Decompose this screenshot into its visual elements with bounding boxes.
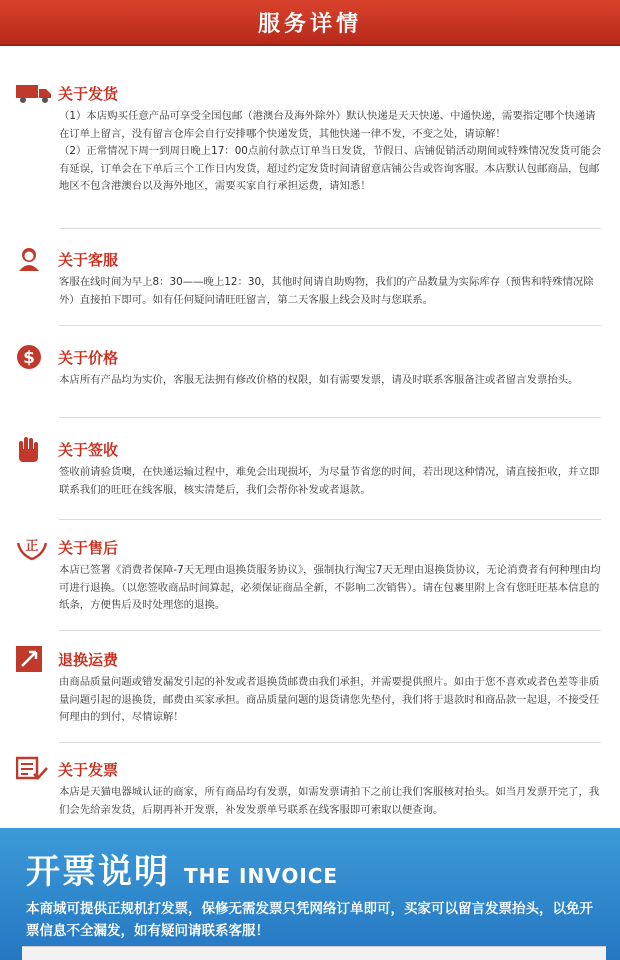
customer-service-icon	[16, 246, 52, 272]
divider	[59, 630, 601, 631]
section-invoice	[16, 756, 606, 819]
invoice-banner	[0, 828, 620, 960]
svg-text:正: 正	[25, 539, 39, 554]
section-paragraph: 本店是天猫电器城认证的商家，所有商品均有发票，如需发票请拍下之前让我们客服核对抬头。如当月发票开完了，我们会先给亲发货，后期再补开发票，补发发票单号联系在线客服即可索取以便查询。	[59, 786, 600, 816]
svg-text:$: $	[23, 348, 35, 368]
section-title: 关于客服	[58, 250, 119, 269]
section-title: 关于价格	[58, 348, 119, 367]
section-paragraph: 本店所有产品均为实价，客服无法拥有修改价格的权限，如有需要发票，请及时联系客服备注或者留言发票抬头。	[59, 374, 579, 386]
section-title: 关于发票	[58, 760, 119, 779]
guarantee-icon	[16, 534, 52, 560]
invoice-title-en: THE INVOICE	[184, 864, 339, 888]
divider	[59, 742, 601, 743]
invoice-check-icon	[16, 756, 52, 782]
section-after-sales	[16, 534, 606, 615]
invoice-image-edge	[22, 946, 606, 960]
section-shipping	[16, 80, 606, 196]
divider	[59, 519, 601, 520]
divider	[59, 325, 601, 326]
section-customer-service	[16, 246, 606, 309]
service-details-banner	[0, 0, 620, 46]
dollar-icon	[16, 344, 52, 370]
section-title: 关于签收	[58, 440, 119, 459]
section-paragraph: 由商品质量问题或错发漏发引起的补发或者退换货邮费由我们承担，并需要提供照片。如由于您不喜欢或者色差等非质量问题引起的退换货，邮费由买家承担。商品质量问题的退货请您先垫付，我们将于退款时和商品款一起退，不接受任何理由的到付，尽情谅解！	[59, 676, 600, 723]
section-receipt	[16, 436, 606, 499]
section-return-shipping	[16, 646, 606, 727]
section-paragraph: 签收前请验货噢，在快递运输过程中，难免会出现损坏，为尽量节省您的时间，若出现这种情况，请直接拒收，并立即联系我们的旺旺在线客服，核实清楚后，我们会帮你补发或者退款。	[59, 466, 600, 496]
divider	[59, 228, 601, 229]
return-arrow-icon	[16, 646, 52, 672]
section-paragraph: 客服在线时间为早上8：30——晚上12：30，其他时间请自助购物，我们的产品数量为实际库存（预售和特殊情况除外）直接拍下即可。如有任何疑问请旺旺留言，第二天客服上线会及时与您联系。	[59, 276, 594, 306]
section-price	[16, 344, 606, 390]
invoice-title-cn: 开票说明	[26, 852, 170, 892]
divider	[59, 417, 601, 418]
invoice-description: 本商城可提供正规机打发票，保修无需发票只凭网络订单即可，买家可以留言发票抬头，以免开票信息不全漏发，如有疑问请联系客服！	[26, 901, 593, 939]
truck-icon	[16, 80, 52, 106]
section-paragraph: （1）本店购买任意产品可享受全国包邮（港澳台及海外除外）默认快递是天天快递、中通快递，需要指定哪个快递请在订单上留言，没有留言仓库会自行安排哪个快递发货，其他快递一律不发，不变之处，请谅解！	[59, 110, 596, 140]
section-title: 关于发货	[58, 84, 119, 103]
banner-title: 服务详情	[257, 11, 362, 37]
section-paragraph: （2）正常情况下周一到周日晚上17：00点前付款点订单当日发货，节假日、店铺促销活动期间或特殊情况发货可能会有延误，订单会在下单后三个工作日内发货，超过约定发货时间请留意店铺公告或咨询客服。本店默认包邮商品，包邮地区不包含港澳台以及海外地区，需要买家自行承担运费，请知悉！	[59, 145, 602, 192]
section-title: 关于售后	[58, 538, 119, 557]
hand-icon	[16, 436, 52, 462]
section-paragraph: 本店已签署《消费者保障-7天无理由退换货服务协议》，强制执行淘宝7天无理由退换货协议，无论消费者有何种理由均可进行退换。（以您签收商品时间算起，必须保证商品全新，不影响二次销售）。请在包裹里附上含有您旺旺基本信息的纸条，方便售后及时处理您的退换。	[59, 564, 601, 611]
section-title: 退换运费	[58, 650, 119, 669]
